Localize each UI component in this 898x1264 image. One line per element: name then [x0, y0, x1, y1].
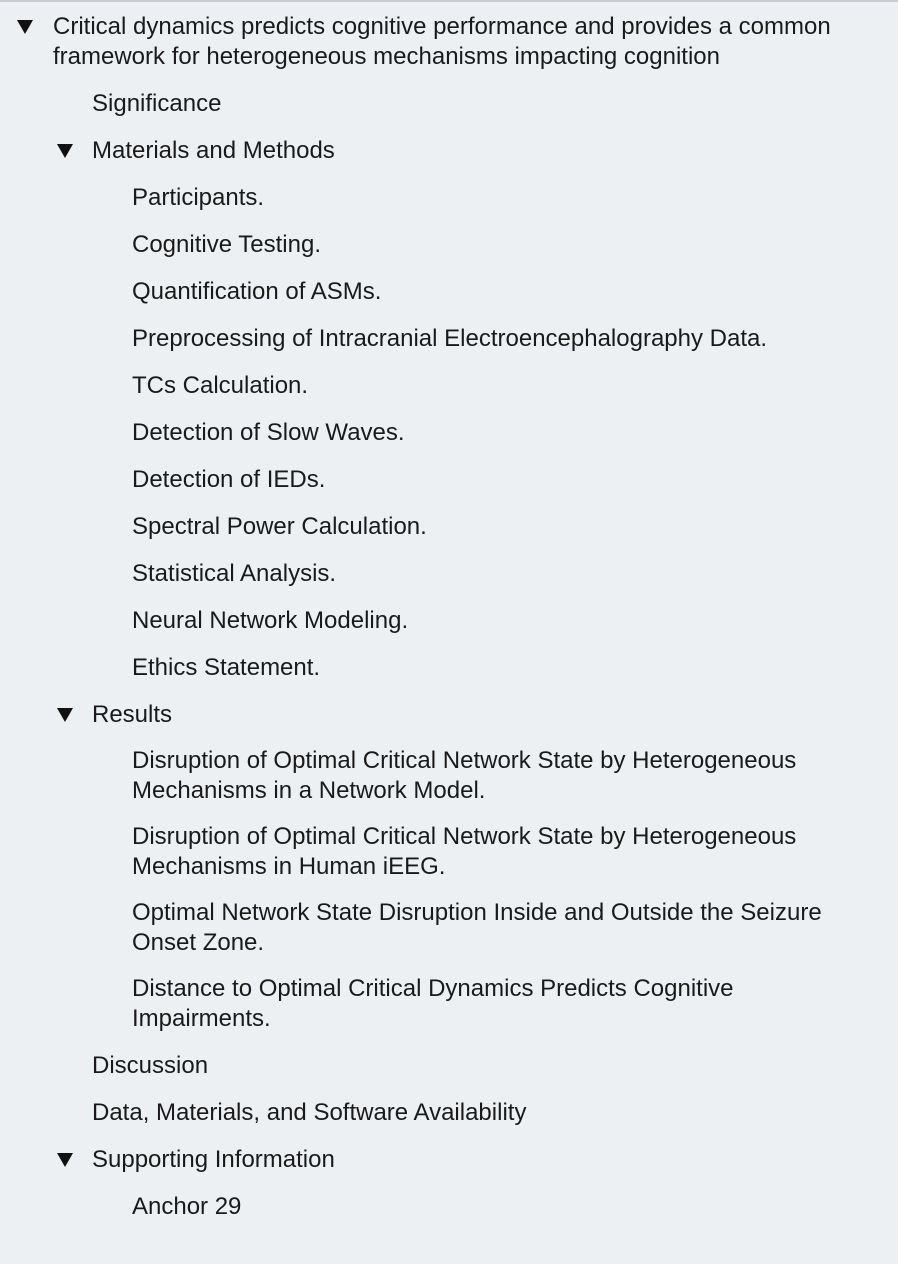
outline-subitem[interactable]: Spectral Power Calculation. — [132, 513, 427, 540]
collapse-toggle-icon[interactable] — [56, 141, 74, 161]
outline-item-data-availability[interactable]: Data, Materials, and Software Availability — [92, 1099, 527, 1126]
collapse-toggle-icon[interactable] — [16, 17, 34, 37]
outline-subitem[interactable]: Statistical Analysis. — [132, 560, 337, 587]
outline-root-title[interactable]: Critical dynamics predicts cognitive performance and provides a common framework for heterogeneous mechanisms impacting cognition — [53, 13, 838, 70]
outline-item-discussion[interactable]: Discussion — [92, 1052, 209, 1079]
outline-subitem[interactable]: Optimal Network State Disruption Inside and Outside the Seizure Onset Zone. — [132, 899, 829, 956]
outline-item-materials-methods[interactable]: Materials and Methods — [92, 137, 335, 164]
outline-item-significance[interactable]: Significance — [92, 90, 222, 117]
collapse-toggle-icon[interactable] — [56, 705, 74, 725]
outline-subitem[interactable]: Detection of IEDs. — [132, 466, 326, 493]
outline-item-supporting-information[interactable]: Supporting Information — [92, 1146, 335, 1173]
outline-subitem[interactable]: Participants. — [132, 184, 265, 211]
collapse-toggle-icon[interactable] — [56, 1150, 74, 1170]
outline-subitem[interactable]: Detection of Slow Waves. — [132, 419, 405, 446]
outline-subitem[interactable]: Neural Network Modeling. — [132, 607, 409, 634]
outline-item-results[interactable]: Results — [92, 701, 173, 728]
outline-subitem[interactable]: Quantification of ASMs. — [132, 278, 382, 305]
outline-subitem[interactable]: Disruption of Optimal Critical Network State by Heterogeneous Mechanisms in a Network Model. — [132, 747, 803, 804]
outline-subitem[interactable]: Distance to Optimal Critical Dynamics Predicts Cognitive Impairments. — [132, 975, 741, 1032]
outline-subitem[interactable]: TCs Calculation. — [132, 372, 309, 399]
outline-subitem[interactable]: Disruption of Optimal Critical Network State by Heterogeneous Mechanisms in Human iEEG. — [132, 823, 803, 880]
outline-subitem[interactable]: Preprocessing of Intracranial Electroencephalography Data. — [132, 325, 768, 352]
outline-subitem[interactable]: Cognitive Testing. — [132, 231, 321, 258]
outline-subitem[interactable]: Ethics Statement. — [132, 654, 321, 681]
top-divider — [0, 0, 898, 2]
outline-subitem[interactable]: Anchor 29 — [132, 1193, 242, 1220]
